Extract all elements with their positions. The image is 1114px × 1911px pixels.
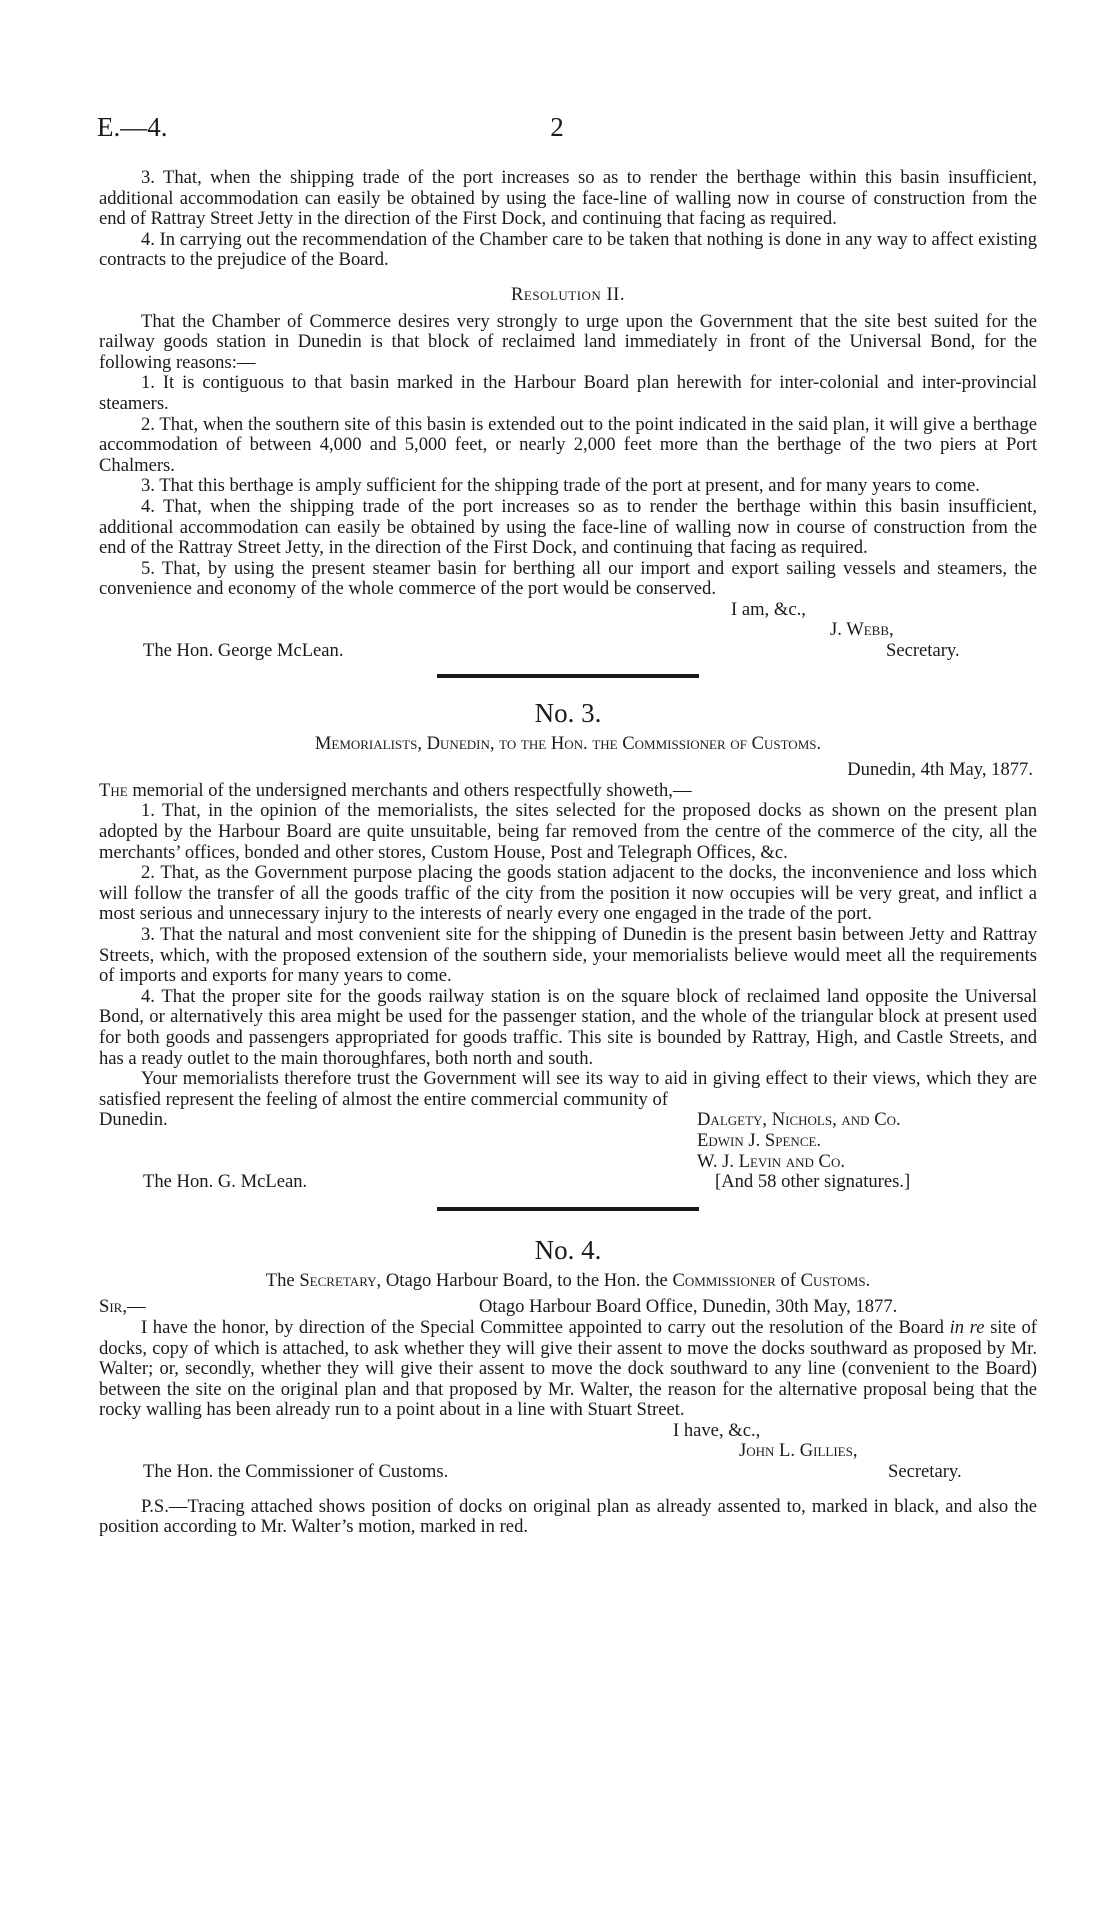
no3-item-3: 3. That the natural and most convenient site for the shipping of Dunedin is the present basin between Jetty and Rattray Streets, which, with the proposed extension of the southern side, your memorialists believe would meet all the requirements of imports and exports for many years to come. bbox=[99, 924, 1037, 987]
no4-heading: No. 4. bbox=[534, 1234, 602, 1265]
no3-heading: No. 3. bbox=[534, 697, 602, 728]
no3-signature-row-2 bbox=[99, 1131, 1037, 1152]
no4-body-italic: in re bbox=[949, 1316, 985, 1338]
no3-signature-2: Edwin J. Spence. bbox=[697, 1129, 822, 1151]
no4-body-part: site of docks, copy of which is attached, to ask whether they will give their assent to move the docks southward as proposed by Mr. Walter; or, secondly, whether they will give their assent to move the dock southward to any line (convenient to the Board) between the site on the original plan and that proposed by Mr. Walter, the reason for the alternative proposal being that the rocky walling has been already run to a point about in a line with Stuart Street. bbox=[99, 1316, 1037, 1421]
resolution2-closing-row bbox=[99, 600, 1037, 621]
no3-signature-row-3 bbox=[99, 1152, 1037, 1173]
no3-signature-3: W. J. Levin and Co. bbox=[697, 1150, 845, 1172]
no4-subheading-part: of bbox=[775, 1269, 801, 1291]
no3-addressee: The Hon. G. McLean. bbox=[143, 1171, 308, 1193]
resolution2-item-1: 1. It is contiguous to that basin marked in the Harbour Board plan herewith for inter-colonial and inter-provincial steamers. bbox=[99, 372, 1037, 414]
no3-closing-last-word: Dunedin. bbox=[99, 1109, 168, 1131]
no4-subheading-part: Secretary bbox=[299, 1269, 377, 1291]
no4-subheading-part: . bbox=[865, 1269, 871, 1291]
resolution2-item-3: 3. That this berthage is amply sufficient for the shipping trade of the port at present, and for many years to come. bbox=[141, 475, 980, 497]
resolution2-heading: Resolution II. bbox=[510, 283, 626, 305]
no4-salutation-row bbox=[99, 1297, 1037, 1318]
resolution2-signatory: J. Webb, bbox=[830, 619, 894, 641]
no4-signatory-row bbox=[99, 1441, 1037, 1462]
resolution2-item-5: 5. That, by using the present steamer basin for berthing all our import and export sailing vessels and steamers, the convenience and economy of the whole commerce of the port would be conserved. bbox=[99, 557, 1037, 600]
page-number: 2 bbox=[550, 112, 564, 142]
resolution2-addressee: The Hon. George McLean. bbox=[143, 640, 344, 662]
resolution2-closing: I am, &c., bbox=[731, 598, 806, 620]
no3-signature-row-1 bbox=[99, 1110, 1037, 1131]
no4-signatory: John L. Gillies, bbox=[739, 1440, 858, 1462]
resolution1-item-3: 3. That, when the shipping trade of the port increases so as to render the berthage within this basin insufficient, additional accommodation can easily be obtained by using the face-line of walling now in course of construction from the end of Rattray Street Jetty in the direction of the First Dock, and continuing that facing as required. bbox=[99, 167, 1037, 230]
no3-signature-note: [And 58 other signatures.] bbox=[715, 1171, 911, 1193]
no3-item-2: 2. That, as the Government purpose placing the goods station adjacent to the docks, the inconvenience and loss which will follow the transfer of all the goods traffic of the city from the position it now occupies will be very great, and inflict a most serious and unnecessary injury to the interests of nearly every one engaged in the trade of the port. bbox=[99, 862, 1037, 925]
no3-opening bbox=[99, 781, 1037, 802]
resolution2-item-2: 2. That, when the southern site of this basin is extended out to the point indicated in the said plan, it will give a berthage accommodation of between 4,000 and 5,000 feet, or nearly 2,000 feet more than the berthage of the two piers at Port Chalmers. bbox=[99, 413, 1037, 476]
no3-dateline: Dunedin, 4th May, 1877. bbox=[847, 759, 1033, 781]
resolution2-item-4: 4. That, when the shipping trade of the port increases so as to render the berthage within this basin insufficient, additional accommodation can easily be obtained by using the face-line of walling now in course of construction from the end of the Rattray Street Jetty, in the direction of the First Dock, and continuing that facing as required. bbox=[99, 495, 1037, 559]
page-content bbox=[99, 168, 1037, 1538]
no4-body-part: I have the honor, by direction of the Special Committee appointed to carry out the resolution of the Board bbox=[141, 1316, 950, 1338]
no3-item-1: 1. That, in the opinion of the memorialists, the sites selected for the proposed docks as shown on the present plan adopted by the Harbour Board are quite unsuitable, being far removed from the centre of the commerce of the city, all the merchants’ offices, bonded and other stores, Custom House, Post and Telegraph Offices, &c. bbox=[99, 800, 1037, 863]
resolution2-intro: That the Chamber of Commerce desires very strongly to urge upon the Government that the site best suited for the railway goods station in Dunedin is that block of reclaimed land immediately in front of the Universal Bond, for the following reasons:— bbox=[99, 310, 1037, 373]
resolution2-signatory-title: Secretary. bbox=[886, 640, 960, 662]
no3-addressee-row bbox=[99, 1172, 1037, 1193]
no4-salutation: Sir,— bbox=[99, 1296, 146, 1318]
no4-postscript: P.S.—Tracing attached shows position of docks on original plan as already assented to, marked in black, and also the position according to Mr. Walter’s motion, marked in red. bbox=[99, 1495, 1037, 1538]
no4-dateline: Otago Harbour Board Office, Dunedin, 30th May, 1877. bbox=[479, 1296, 898, 1318]
document-reference: E.—4. bbox=[97, 112, 168, 142]
page-header bbox=[97, 112, 1017, 152]
no3-item-4: 4. That the proper site for the goods railway station is on the square block of reclaimed land opposite the Universal Bond, or alternatively this area might be used for the passenger station, and the whole of the triangular block at present used for both goods and passengers appropriated for goods traffic. This site is bounded by Rattray, High, and Castle Streets, and has a ready outlet to the main thoroughfares, both north and south. bbox=[99, 985, 1037, 1069]
no3-signature-1: Dalgety, Nichols, and Co. bbox=[697, 1109, 901, 1131]
no4-closing-row bbox=[99, 1421, 1037, 1442]
no4-subheading bbox=[99, 1271, 1037, 1292]
no4-subheading-part: Commissioner bbox=[672, 1269, 776, 1291]
no3-closing-paragraph: Your memorialists therefore trust the Government will see its way to aid in giving effect to their views, which they are satisfied represent the feeling of almost the entire commercial community of bbox=[99, 1068, 1037, 1110]
resolution1-item-4: 4. In carrying out the recommendation of the Chamber care to be taken that nothing is done in any way to affect existing contracts to the prejudice of the Board. bbox=[99, 228, 1037, 271]
no4-body bbox=[99, 1318, 1037, 1421]
no4-addressee: The Hon. the Commissioner of Customs. bbox=[143, 1461, 449, 1483]
no3-opening-rest: memorial of the undersigned merchants and others respectfully showeth,— bbox=[127, 779, 692, 801]
resolution2-signatory-row bbox=[99, 620, 1037, 641]
resolution2-addressee-row bbox=[99, 641, 1037, 662]
no4-subheading-part: Customs bbox=[800, 1269, 866, 1291]
no4-addressee-row bbox=[99, 1462, 1037, 1483]
no3-opening-first-word: The bbox=[99, 779, 128, 801]
no4-subheading-part: The bbox=[265, 1269, 300, 1291]
no3-subheading: Memorialists, Dunedin, to the Hon. the Commissioner of Customs. bbox=[314, 732, 822, 754]
no4-subheading-part: , Otago Harbour Board, to the Hon. the bbox=[376, 1269, 673, 1291]
no4-signatory-title: Secretary. bbox=[888, 1461, 962, 1483]
no4-closing: I have, &c., bbox=[673, 1419, 761, 1441]
